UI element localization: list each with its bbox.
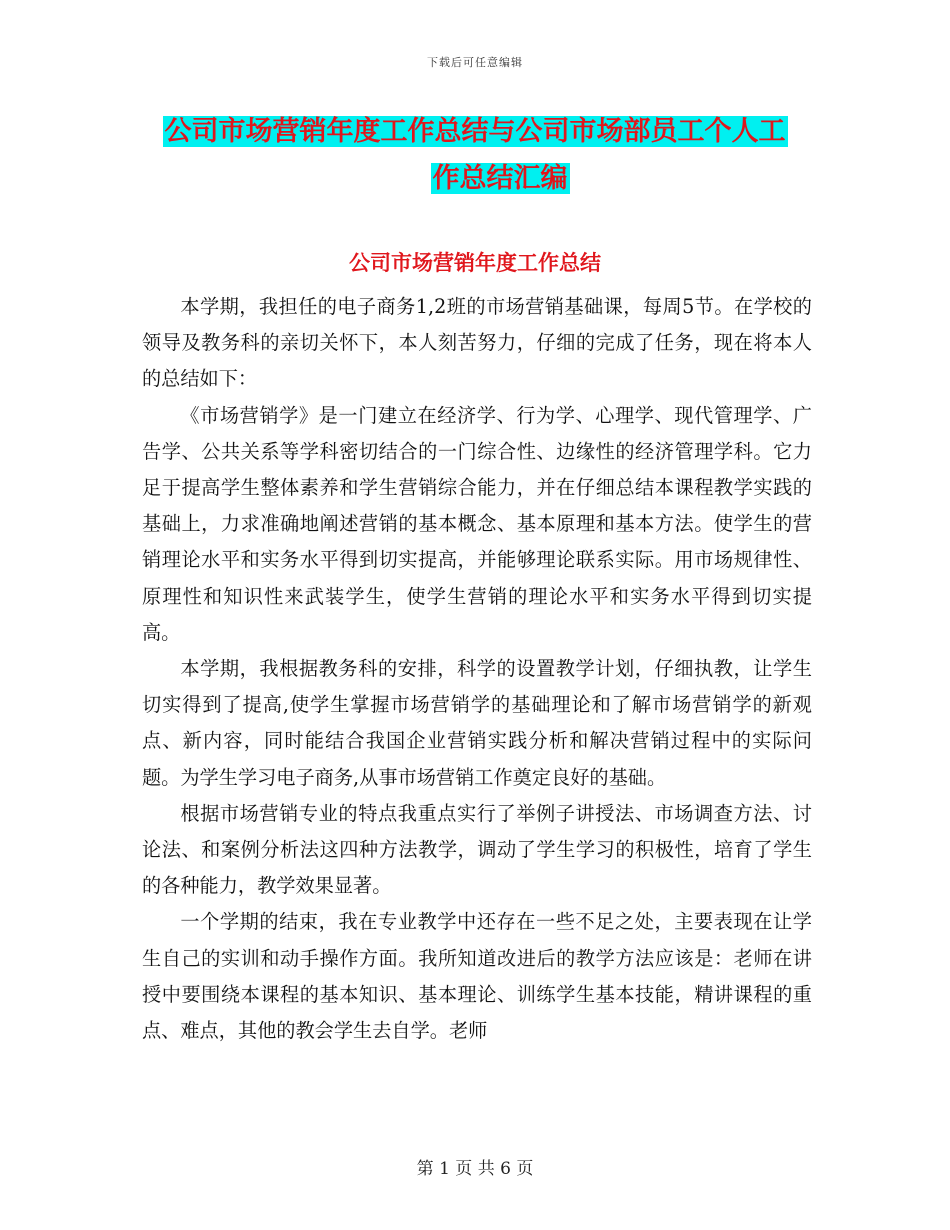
page-footer: 第 1 页 共 6 页 [416,1159,534,1179]
section-title: 公司市场营销年度工作总结 [349,251,601,275]
document-title [0,108,950,202]
body-text [142,289,812,1049]
paragraph: 本学期，我根据教务科的安排，科学的设置教学计划，仔细执教，让学生切实得到了提高,使学生掌握市场营销学的基础理论和了解市场营销学的新观点、新内容，同时能结合我国企业营销实践分析和解决营销过程中的实际问题。为学生学习电子商务,从事市场营销工作奠定良好的基础。 [142,657,812,789]
paragraph: 《市场营销学》是一门建立在经济学、行为学、心理学、现代管理学、广告学、公共关系等学科密切结合的一门综合性、边缘性的经济管理学科。它力足于提高学生整体素养和学生营销综合能力，并在仔细总结本课程教学实践的基础上，力求准确地阐述营销的基本概念、基本原理和基本方法。使学生的营销理论水平和实务水平得到切实提高，并能够理论联系实际。用市场规律性、原理性和知识性来武装学生，使学生营销的理论水平和实务水平得到切实提高。 [142,403,812,644]
paragraph: 本学期，我担任的电子商务1,2班的市场营销基础课，每周5节。在学校的领导及教务科的亲切关怀下，本人刻苦努力，仔细的完成了任务，现在将本人的总结如下： [142,295,812,391]
paragraph: 一个学期的结束，我在专业教学中还存在一些不足之处，主要表现在让学生自己的实训和动手操作方面。我所知道改进后的教学方法应该是：老师在讲授中要围绕本课程的基本知识、基本理论、训练学生基本技能，精讲课程的重点、难点，其他的教会学生去自学。老师 [142,910,812,1043]
document-title-line-1: 公司市场营销年度工作总结与公司市场部员工个人工 [164,116,786,147]
paragraph: 根据市场营销专业的特点我重点实行了举例子讲授法、市场调查方法、讨论法、和案例分析法这四种方法教学，调动了学生学习的积极性，培育了学生的各种能力，教学效果显著。 [142,801,812,898]
header-note: 下载后可任意编辑 [427,56,523,69]
document-title-line-2: 作总结汇编 [432,163,568,194]
